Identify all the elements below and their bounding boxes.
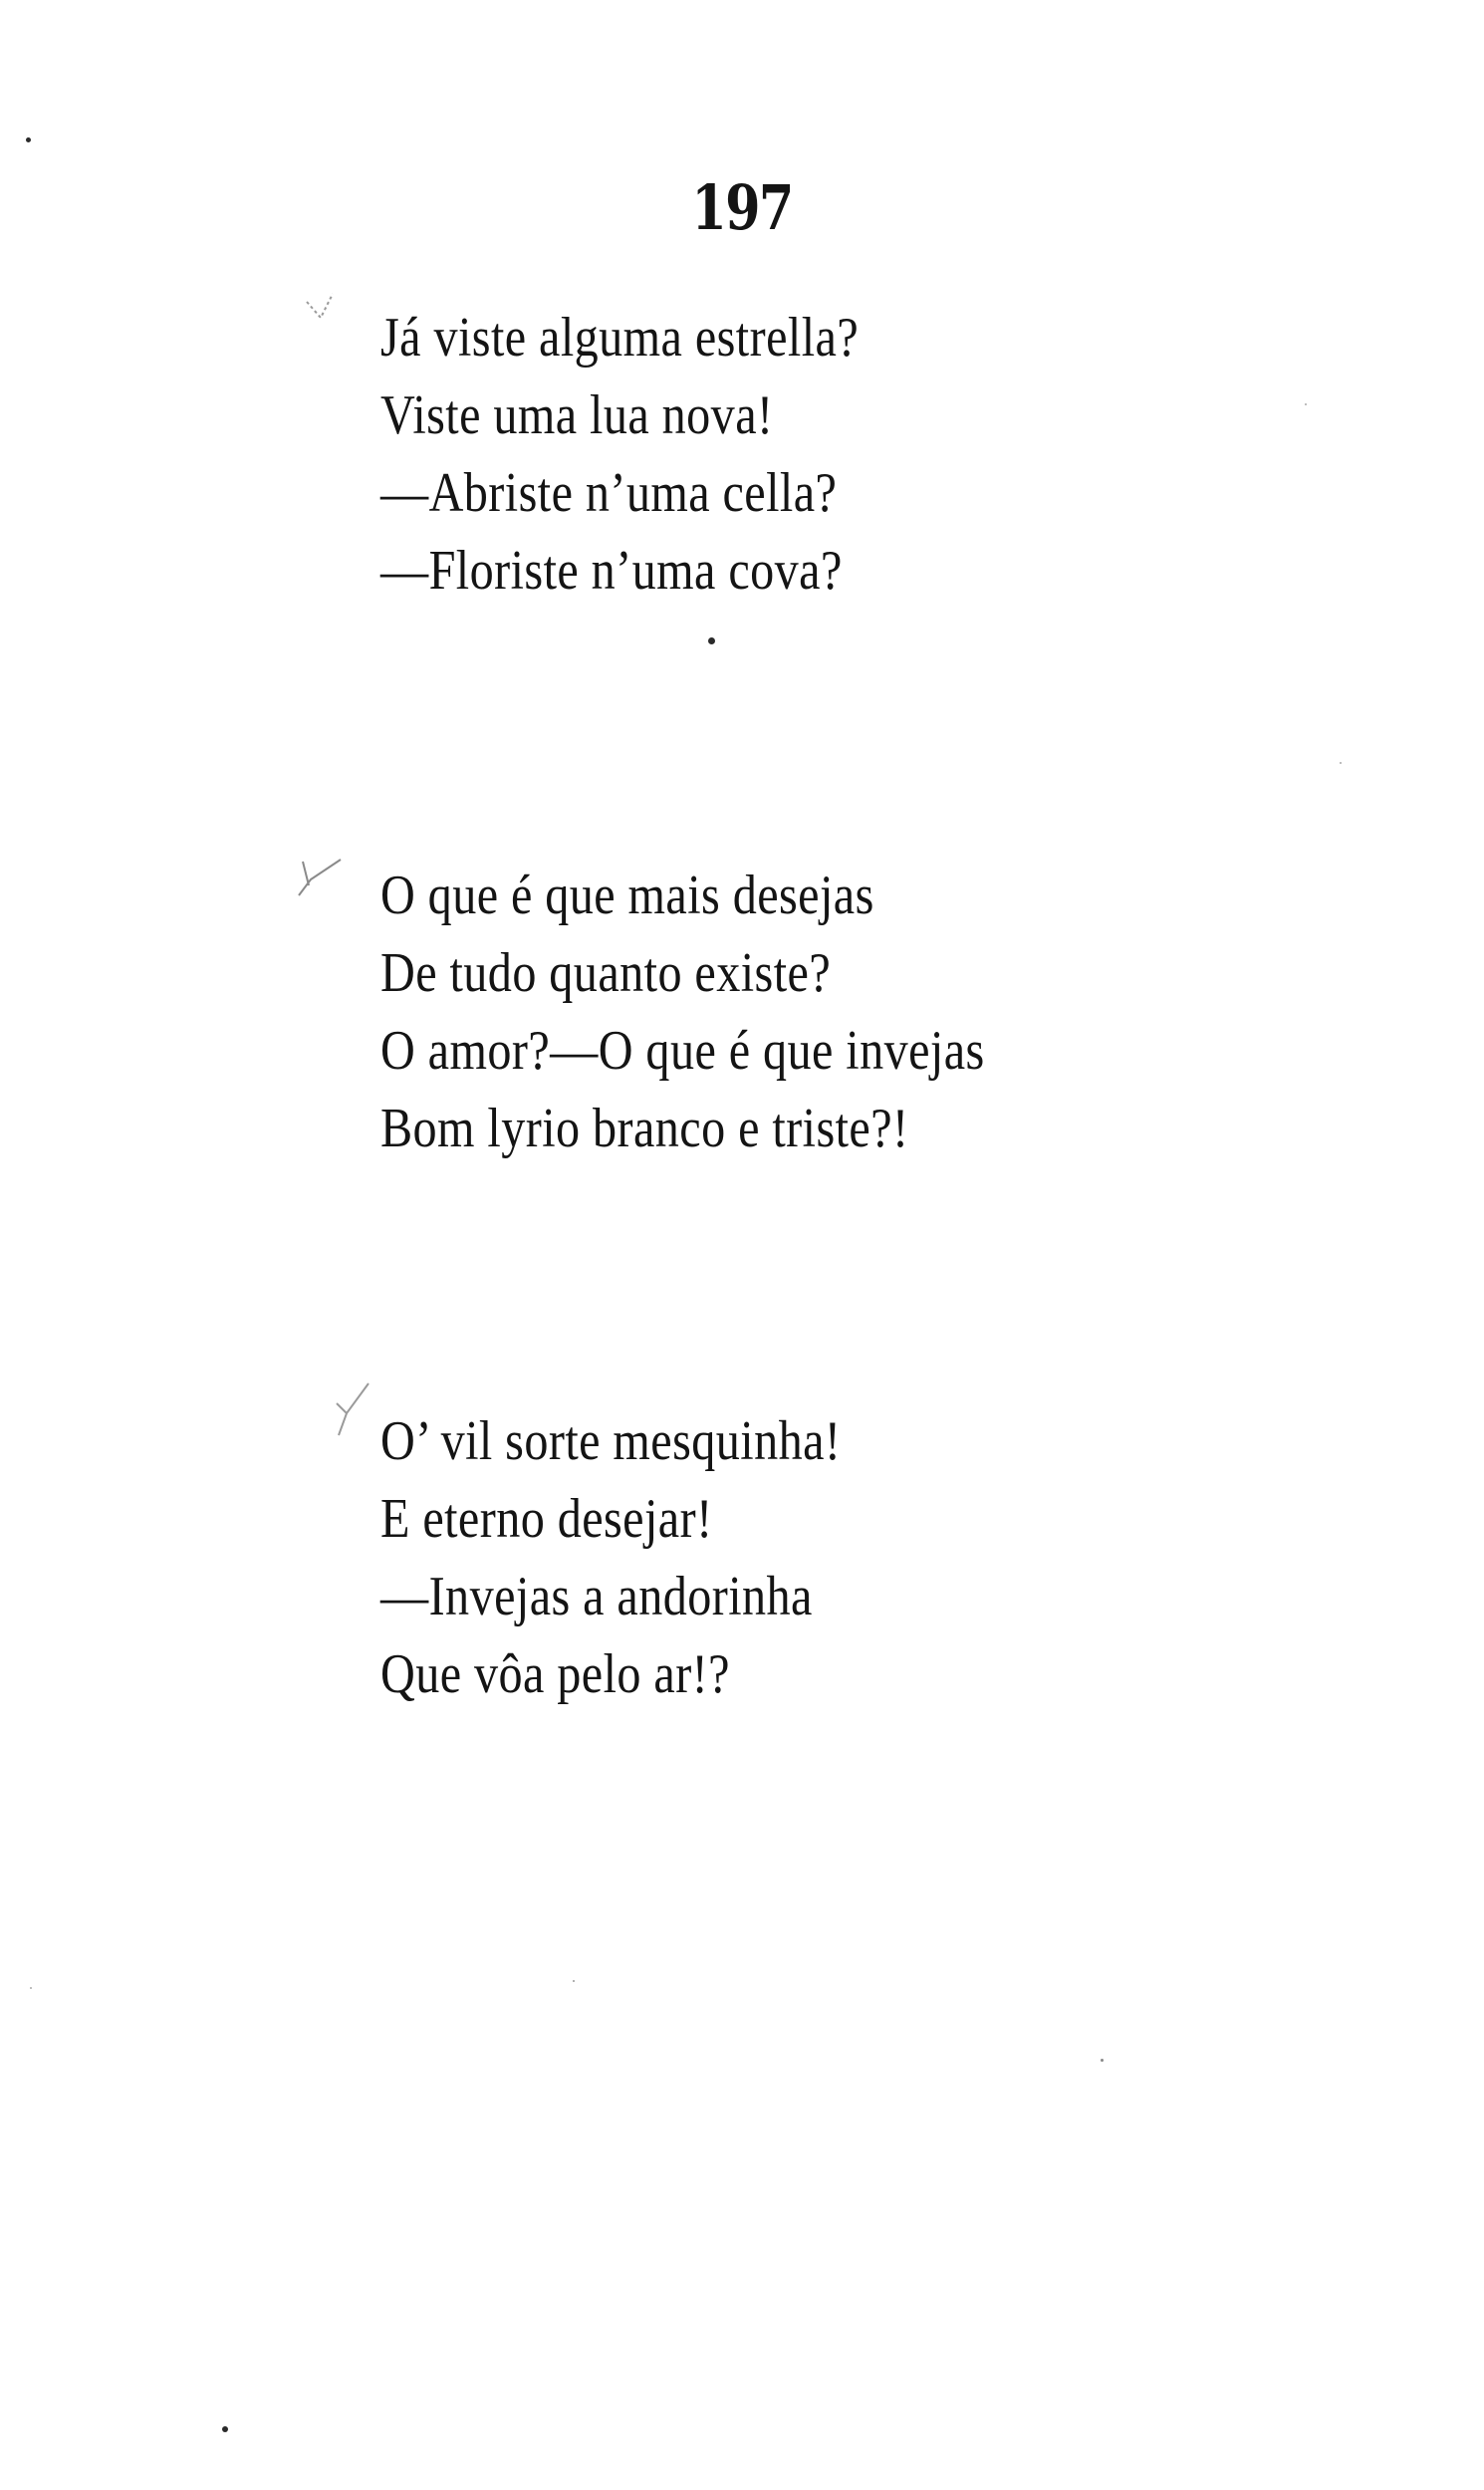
- verse-line: O que é que mais desejas: [380, 865, 874, 926]
- scan-speck: [573, 1980, 575, 1982]
- stanza-1: [380, 299, 936, 610]
- verse-line: Já viste alguma estrella?: [380, 307, 860, 369]
- scan-speck: [1101, 2059, 1104, 2062]
- page-number: 197: [691, 171, 793, 244]
- verse-line: E eterno desejar!: [380, 1488, 713, 1550]
- verse-line: —Invejas a andorinha: [380, 1566, 813, 1627]
- scan-speck: [1340, 762, 1342, 764]
- verse-line: Viste uma lua nova!: [380, 384, 774, 446]
- stanza-3: [380, 1402, 916, 1713]
- verse-line: —Abriste n’uma cella?: [380, 462, 838, 524]
- scan-speck: [1305, 403, 1307, 405]
- stanza-2: [380, 857, 1084, 1167]
- verse-line: Que vôa pelo ar!?: [380, 1643, 730, 1705]
- verse-line: —Floriste n’uma cova?: [380, 540, 843, 602]
- verse-line: De tudo quanto existe?: [380, 942, 832, 1004]
- scan-speck: [222, 2426, 228, 2432]
- scan-speck: [30, 1987, 32, 1989]
- verse-line: O’ vil sorte mesquinha!: [380, 1410, 842, 1472]
- verse-line: Bom lyrio branco e triste?!: [380, 1098, 909, 1159]
- pencil-check-mark-icon: [289, 852, 369, 921]
- pencil-check-mark-icon: [299, 284, 378, 354]
- verse-line: O amor?—O que é que invejas: [380, 1020, 985, 1082]
- scan-speck: [26, 137, 31, 142]
- scan-speck: [708, 637, 715, 644]
